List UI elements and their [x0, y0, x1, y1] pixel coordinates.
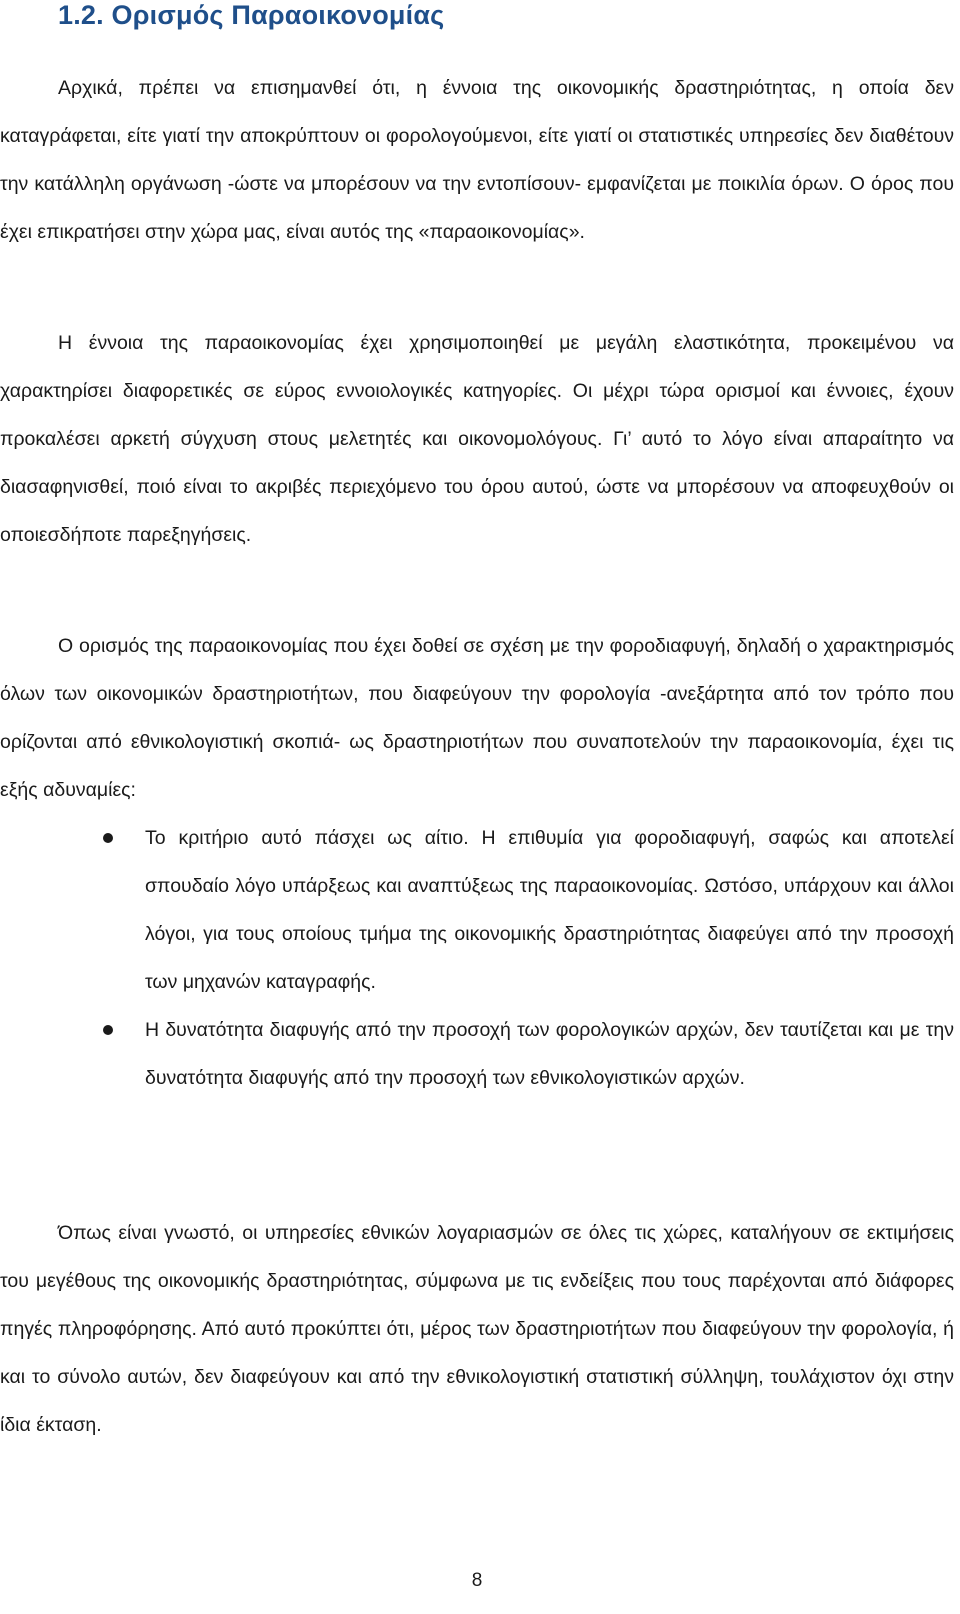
weakness-list: [0, 814, 954, 1102]
list-item-text: Το κριτήριο αυτό πάσχει ως αίτιο. Η επιθυμία για φοροδιαφυγή, σαφώς και αποτελεί σπουδαίο λόγο υπάρξεως και αναπτύξεως της παραοικονομίας. Ωστόσο, υπάρχουν και άλλοι λόγοι, για τους οποίους τμήμα της οικονομικής δραστηριότητας διαφεύγει από την προσοχή των μηχανών καταγραφής.: [145, 827, 954, 993]
paragraph-concept: [0, 319, 954, 559]
paragraph-definition: [0, 622, 954, 814]
list-item: [0, 1006, 954, 1102]
bullet-icon: [103, 1025, 113, 1035]
paragraph-text: Αρχικά, πρέπει να επισημανθεί ότι, η έννοια της οικονομικής δραστηριότητας, η οποία δεν καταγράφεται, είτε γιατί την αποκρύπτουν οι φορολογούμενοι, είτε γιατί οι στατιστικές υπηρεσίες δεν διαθέτουν την κατάλληλη οργάνωση -ώστε να μπορέσουν να την εντοπίσουν- εμφανίζεται με ποικιλία όρων. Ο όρος που έχει επικρατήσει στην χώρα μας, είναι αυτός της «παραοικονομίας».: [0, 77, 954, 243]
section-heading: 1.2. Ορισμός Παραοικονομίας: [58, 0, 445, 30]
paragraph-intro: [0, 64, 954, 256]
paragraph-text: Ο ορισμός της παραοικονομίας που έχει δοθεί σε σχέση με την φοροδιαφυγή, δηλαδή ο χαρακτηρισμός όλων των οικονομικών δραστηριοτήτων, που διαφεύγουν την φορολογία -ανεξάρτητα από τον τρόπο που ορίζονται από εθνικολογιστική σκοπιά- ως δραστηριοτήτων που συναποτελούν την παραοικονομία, έχει τις εξής αδυναμίες:: [0, 635, 954, 801]
list-item-text: Η δυνατότητα διαφυγής από την προσοχή των φορολογικών αρχών, δεν ταυτίζεται και με την δυνατότητα διαφυγής από την προσοχή των εθνικολογιστικών αρχών.: [145, 1019, 954, 1089]
page-number: 8: [471, 1570, 483, 1591]
list-item: [0, 814, 954, 1006]
bullet-icon: [103, 833, 113, 843]
paragraph-text: Όπως είναι γνωστό, οι υπηρεσίες εθνικών λογαριασμών σε όλες τις χώρες, καταλήγουν σε εκτιμήσεις του μεγέθους της οικονομικής δραστηριότητας, σύμφωνα με τις ενδείξεις που τους παρέχονται από διάφορες πηγές πληροφόρησης. Από αυτό προκύπτει ότι, μέρος των δραστηριοτήτων που διαφεύγουν την φορολογία, ή και το σύνολο αυτών, δεν διαφεύγουν και από την εθνικολογιστική στατιστική σύλληψη, τουλάχιστον όχι στην ίδια έκταση.: [0, 1222, 954, 1436]
paragraph-text: Η έννοια της παραοικονομίας έχει χρησιμοποιηθεί με μεγάλη ελαστικότητα, προκειμένου να χαρακτηρίσει διαφορετικές σε εύρος εννοιολογικές κατηγορίες. Οι μέχρι τώρα ορισμοί και έννοιες, έχουν προκαλέσει αρκετή σύγχυση στους μελετητές και οικονομολόγους. Γι’ αυτό το λόγο είναι απαραίτητο να διασαφηνισθεί, ποιό είναι το ακριβές περιεχόμενο του όρου αυτού, ώστε να μπορέσουν να αποφευχθούν οι οποιεσδήποτε παρεξηγήσεις.: [0, 332, 954, 546]
paragraph-national-accounts: [0, 1209, 954, 1449]
